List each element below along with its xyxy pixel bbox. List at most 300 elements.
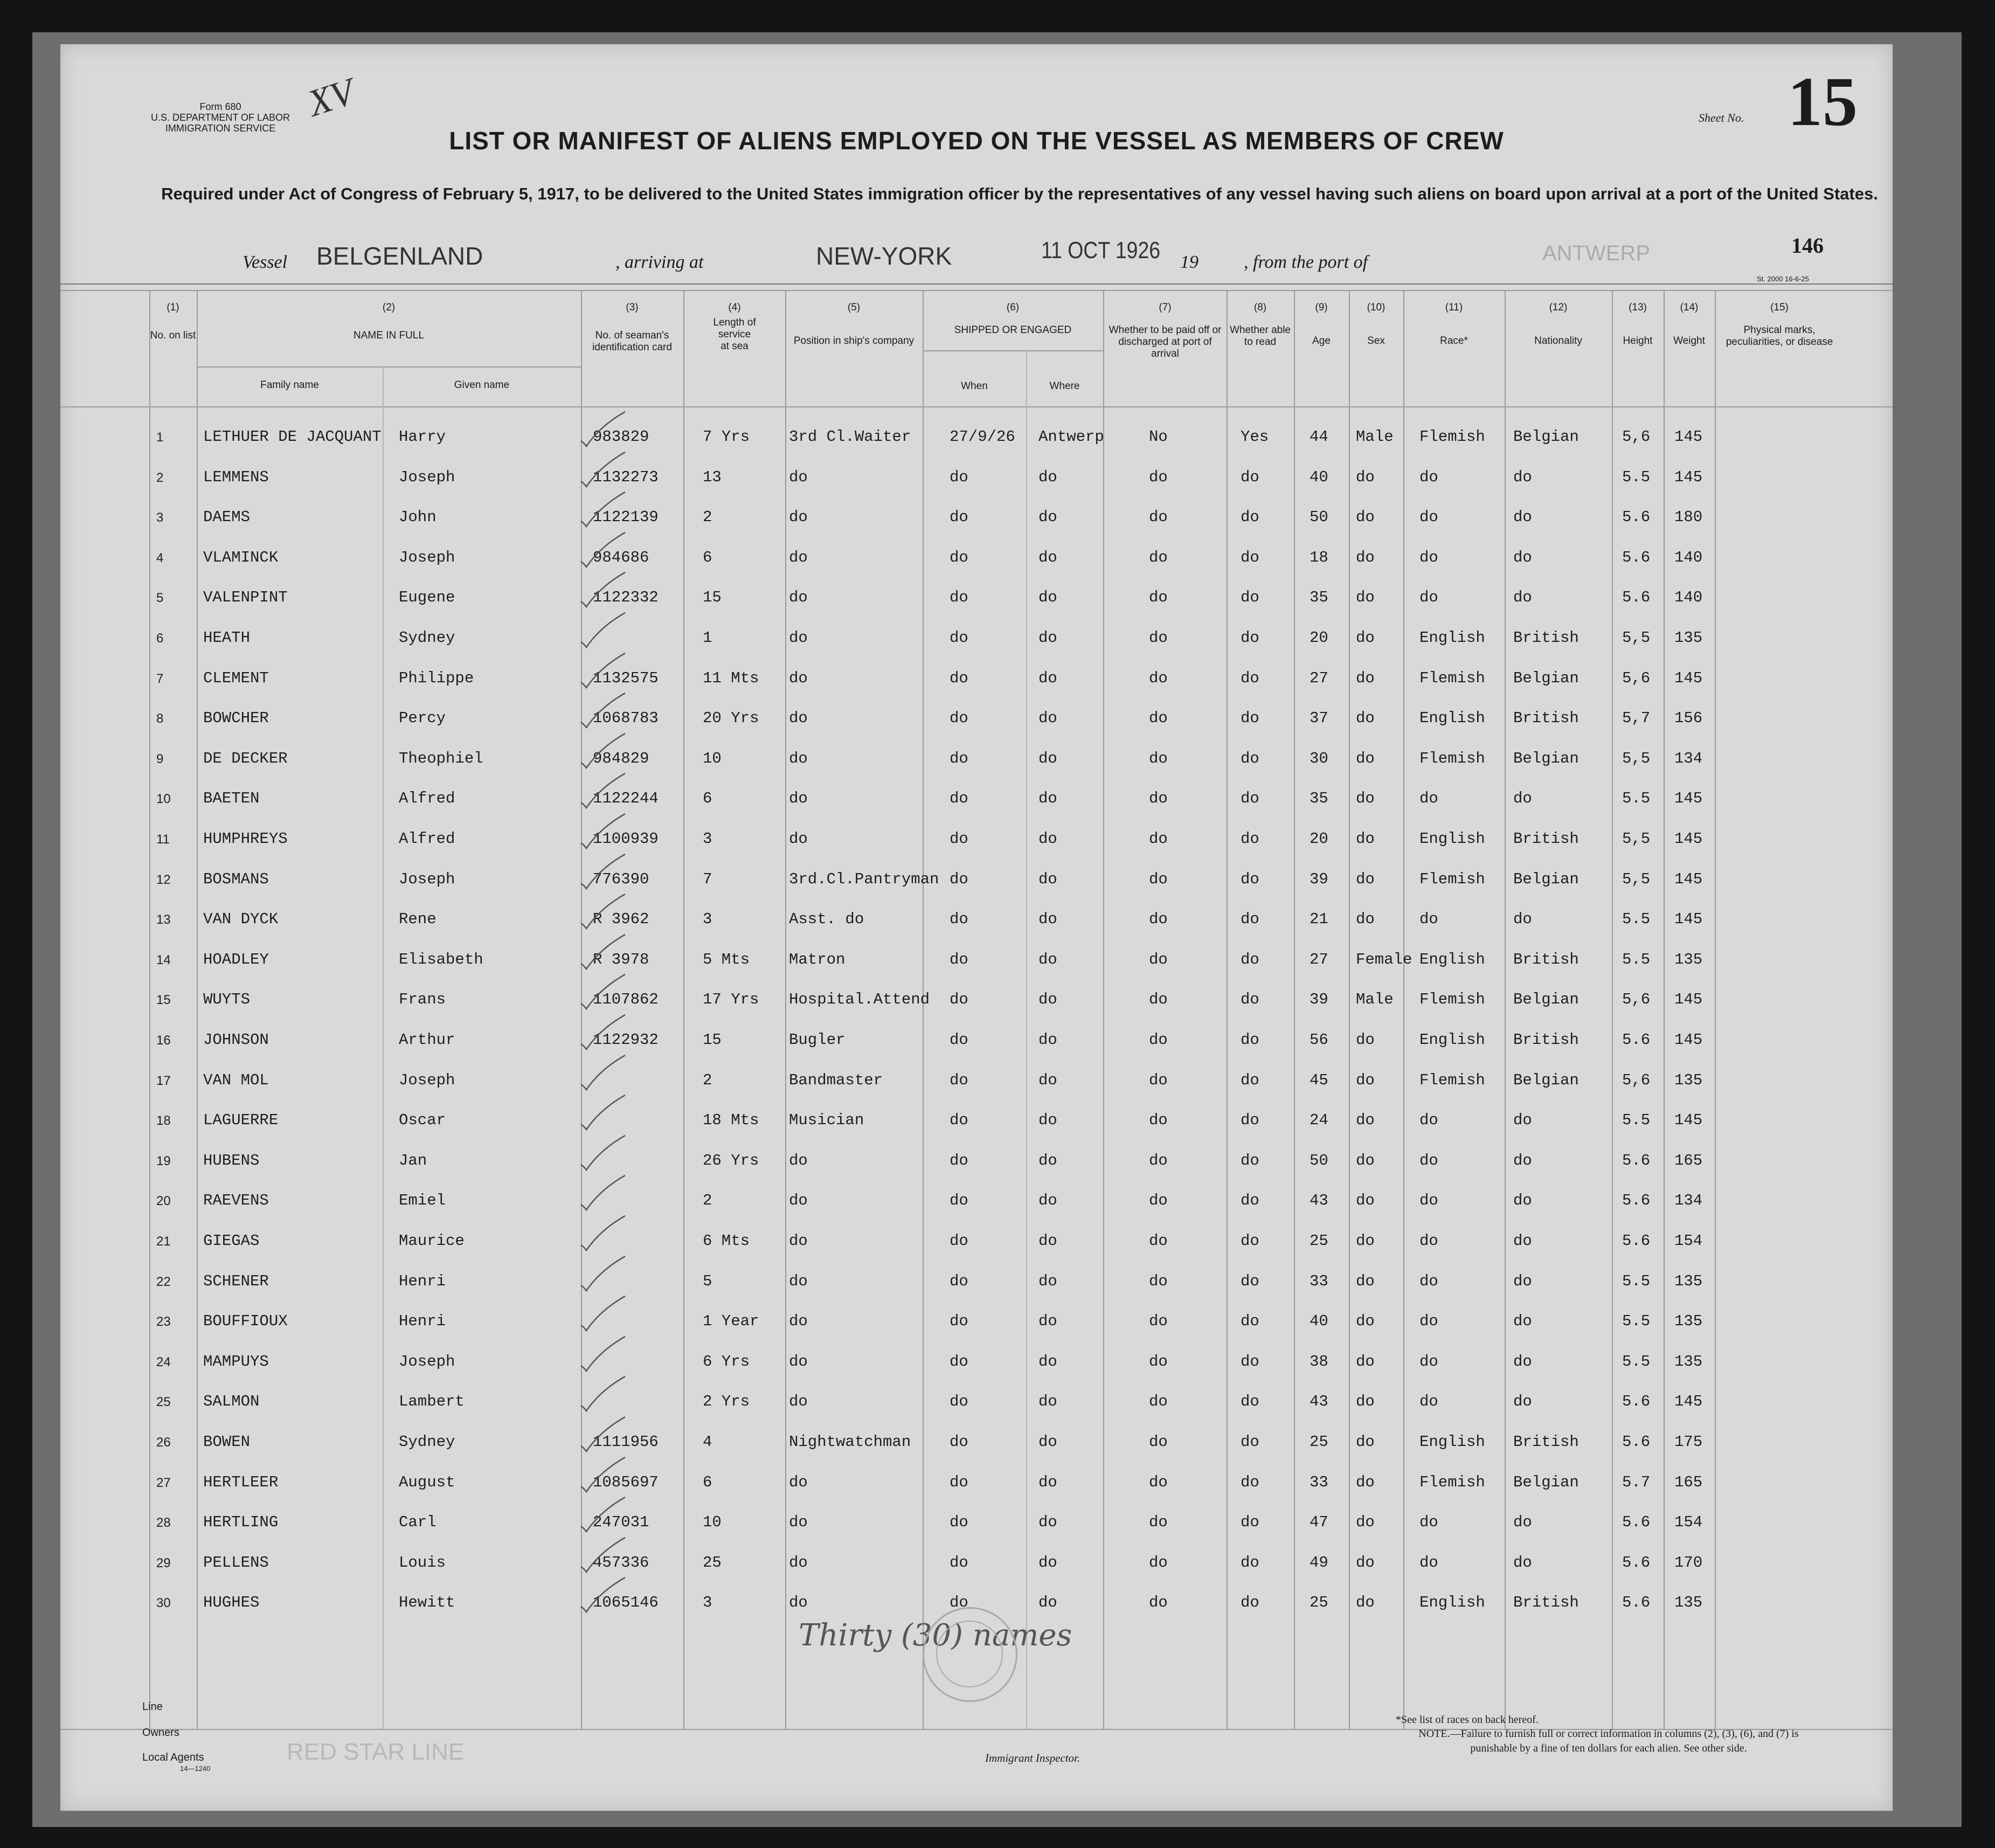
service-length: 2 (703, 1071, 712, 1089)
family-name: LEMMENS (203, 468, 269, 486)
shipped-where: do (1038, 1594, 1057, 1611)
sex: do (1356, 709, 1375, 727)
able-to-read: do (1241, 991, 1259, 1008)
given-name: Joseph (399, 1353, 455, 1371)
age: 33 (1310, 1272, 1328, 1290)
col13-label: Height (1623, 335, 1653, 347)
row-number: 16 (156, 1033, 171, 1048)
name-subheader-rule (197, 366, 581, 368)
shipped-when: do (950, 1554, 968, 1572)
table-row (60, 1152, 1893, 1192)
check-mark (579, 1053, 627, 1091)
paid-off: do (1149, 709, 1168, 727)
ship-position: do (789, 629, 808, 647)
shipped-where: do (1038, 1513, 1057, 1531)
weight: 170 (1674, 1554, 1703, 1572)
race: English (1419, 1433, 1485, 1451)
ship-position: do (789, 1232, 808, 1250)
given-name: Emiel (399, 1192, 446, 1209)
nationality: do (1513, 1513, 1532, 1531)
sex: do (1356, 750, 1375, 767)
shipped-when: do (950, 589, 968, 606)
shipped-when: do (950, 991, 968, 1008)
service-length: 6 (703, 1473, 712, 1491)
seaman-card-number: 1111956 (593, 1433, 659, 1451)
shipped-where: do (1038, 1031, 1057, 1049)
height: 5,5 (1622, 629, 1651, 647)
family-name: HUGHES (203, 1594, 260, 1611)
ship-position: do (789, 709, 808, 727)
given-name: Hewitt (399, 1594, 455, 1611)
table-row (60, 508, 1893, 548)
weight: 135 (1674, 1353, 1703, 1371)
weight: 145 (1674, 669, 1703, 687)
arrival-date-stamp: 11 OCT 1926 (1041, 237, 1161, 264)
check-mark (579, 530, 627, 568)
ship-position: do (789, 1554, 808, 1572)
check-mark (579, 1334, 627, 1372)
table-row (60, 910, 1893, 950)
sheet-number-label: Sheet No. (1699, 111, 1744, 124)
given-name: Lambert (399, 1393, 465, 1410)
sex: do (1356, 549, 1375, 566)
able-to-read: do (1241, 1473, 1259, 1491)
age: 49 (1310, 1554, 1328, 1572)
col15-label: Physical marks, peculiarities, or disease (1726, 324, 1833, 348)
row-number: 13 (156, 912, 171, 927)
sex: do (1356, 1554, 1375, 1572)
age: 40 (1310, 468, 1328, 486)
shipped-where: do (1038, 1071, 1057, 1089)
height: 5.6 (1622, 589, 1651, 606)
seaman-card-number: R 3962 (593, 910, 649, 928)
age: 40 (1310, 1312, 1328, 1330)
shipped-where: do (1038, 951, 1057, 968)
ship-position: do (789, 1272, 808, 1290)
race: do (1419, 549, 1438, 566)
sex: do (1356, 1433, 1375, 1451)
race: do (1419, 1353, 1438, 1371)
shipped-where: do (1038, 629, 1057, 647)
race: English (1419, 629, 1485, 647)
race: do (1419, 1152, 1438, 1169)
vessel-name: BELGENLAND (316, 242, 483, 270)
nationality: do (1513, 1272, 1532, 1290)
nationality: do (1513, 1152, 1532, 1169)
ship-position: do (789, 1473, 808, 1491)
height: 5.6 (1622, 1554, 1651, 1572)
height: 5,6 (1622, 991, 1651, 1008)
able-to-read: do (1241, 629, 1259, 647)
check-mark (579, 1535, 627, 1573)
ship-position: Asst. do (789, 910, 864, 928)
sex: do (1356, 669, 1375, 687)
table-row (60, 1232, 1893, 1272)
col1-label: No. on list (150, 330, 196, 341)
paid-off: do (1149, 1513, 1168, 1531)
col7-header (1106, 302, 1224, 360)
check-mark (579, 1133, 627, 1171)
row-number: 6 (156, 631, 164, 646)
check-mark (579, 1575, 627, 1613)
given-name: Alfred (399, 830, 455, 848)
given-name: Joseph (399, 468, 455, 486)
race: do (1419, 1111, 1438, 1129)
age: 25 (1310, 1433, 1328, 1451)
check-mark (579, 972, 627, 1010)
given-name: Oscar (399, 1111, 446, 1129)
table-row (60, 1393, 1893, 1432)
seaman-card-number: 1085697 (593, 1473, 659, 1491)
family-name: VLAMINCK (203, 549, 279, 566)
row-number: 2 (156, 470, 164, 485)
nationality: Belgian (1513, 669, 1579, 687)
family-name: CLEMENT (203, 669, 269, 687)
age: 24 (1310, 1111, 1328, 1129)
check-mark (579, 410, 627, 447)
roman-numeral-mark: XV (303, 71, 360, 125)
service-length: 1 Year (703, 1312, 759, 1330)
shipped-where: Antwerp (1038, 428, 1104, 446)
total-names-note: Thirty (30) names (799, 1618, 1072, 1653)
table-top-rule-2 (60, 290, 1893, 291)
ship-position: do (789, 1594, 808, 1611)
race: do (1419, 1192, 1438, 1209)
col2-label: NAME IN FULL (354, 330, 424, 341)
given-name: August (399, 1473, 455, 1491)
row-number: 19 (156, 1154, 171, 1168)
service-length: 3 (703, 830, 712, 848)
sex: do (1356, 1393, 1375, 1410)
nationality: British (1513, 1433, 1579, 1451)
race: Flemish (1419, 1473, 1485, 1491)
table-row (60, 589, 1893, 628)
shipped-where: do (1038, 1232, 1057, 1250)
col2-number: (2) (382, 302, 396, 313)
weight: 165 (1674, 1152, 1703, 1169)
col9-header (1294, 302, 1349, 347)
nationality: do (1513, 1554, 1532, 1572)
sex: do (1356, 1272, 1375, 1290)
shipped-when: do (950, 1312, 968, 1330)
inspector-seal-inner (936, 1621, 1003, 1687)
nationality: British (1513, 830, 1579, 848)
able-to-read: do (1241, 951, 1259, 968)
col5-header (788, 302, 920, 347)
ship-position: do (789, 508, 808, 526)
shipped-where: do (1038, 790, 1057, 807)
col5-label: Position in ship's company (793, 335, 915, 347)
ship-position: do (789, 589, 808, 606)
able-to-read: do (1241, 1513, 1259, 1531)
seaman-card-number: 1122332 (593, 589, 659, 606)
sex: do (1356, 1513, 1375, 1531)
department-name: U.S. DEPARTMENT OF LABOR (151, 112, 290, 123)
shipped-where: do (1038, 870, 1057, 888)
sex: do (1356, 1312, 1375, 1330)
header-bottom-rule (60, 406, 1893, 407)
row-number: 28 (156, 1515, 171, 1530)
family-name: HERTLEER (203, 1473, 279, 1491)
col6-number: (6) (1006, 302, 1020, 313)
age: 25 (1310, 1594, 1328, 1611)
race: do (1419, 1513, 1438, 1531)
ship-position: do (789, 669, 808, 687)
seaman-card-number: 984829 (593, 750, 649, 767)
departure-port: ANTWERP (1542, 241, 1650, 265)
shipped-when: do (950, 709, 968, 727)
race: English (1419, 1031, 1485, 1049)
row-number: 8 (156, 711, 164, 726)
height: 5.6 (1622, 1232, 1651, 1250)
family-name: JOHNSON (203, 1031, 269, 1049)
able-to-read: do (1241, 910, 1259, 928)
service-length: 15 (703, 589, 722, 606)
weight: 145 (1674, 468, 1703, 486)
col10-label: Sex (1367, 335, 1385, 347)
service-length: 17 Yrs (703, 991, 759, 1008)
col11-label: Race* (1440, 335, 1468, 347)
col10-header (1349, 302, 1403, 347)
service-length: 2 Yrs (703, 1393, 750, 1410)
paid-off: do (1149, 991, 1168, 1008)
family-name: BOSMANS (203, 870, 269, 888)
shipped-when: do (950, 750, 968, 767)
shipped-where: do (1038, 1393, 1057, 1410)
sex: do (1356, 589, 1375, 606)
nationality: Belgian (1513, 870, 1579, 888)
local-agents-label: Local Agents (142, 1752, 204, 1763)
paid-off: do (1149, 1232, 1168, 1250)
col12-header (1505, 302, 1612, 347)
seaman-card-number: R 3978 (593, 951, 649, 968)
service-length: 25 (703, 1554, 722, 1572)
family-name: VAN DYCK (203, 910, 279, 928)
able-to-read: do (1241, 1031, 1259, 1049)
shipped-where: do (1038, 1554, 1057, 1572)
service-name: IMMIGRATION SERVICE (165, 123, 276, 134)
seaman-card-number: 247031 (593, 1513, 649, 1531)
paid-off: do (1149, 669, 1168, 687)
check-mark (579, 1415, 627, 1452)
family-name: BOWEN (203, 1433, 251, 1451)
nationality: Belgian (1513, 1071, 1579, 1089)
sex: Male (1356, 428, 1394, 446)
shipped-when: do (950, 870, 968, 888)
family-name: HUMPHREYS (203, 830, 288, 848)
service-length: 13 (703, 468, 722, 486)
table-row (60, 1031, 1893, 1071)
height: 5.5 (1622, 790, 1651, 807)
ship-position: 3rd Cl.Waiter (789, 428, 911, 446)
given-name: Carl (399, 1513, 437, 1531)
weight: 135 (1674, 1594, 1703, 1611)
given-name: Arthur (399, 1031, 455, 1049)
nationality: do (1513, 1111, 1532, 1129)
weight: 145 (1674, 1111, 1703, 1129)
height: 5.5 (1622, 1353, 1651, 1371)
check-mark (579, 490, 627, 528)
table-row (60, 1433, 1893, 1473)
weight: 145 (1674, 790, 1703, 807)
check-mark (579, 1173, 627, 1211)
shipped-when: do (950, 1192, 968, 1209)
family-name: LAGUERRE (203, 1111, 279, 1129)
family-name: MAMPUYS (203, 1353, 269, 1371)
col1-header (149, 302, 197, 342)
shipped-when: do (950, 1272, 968, 1290)
age: 30 (1310, 750, 1328, 767)
service-length: 15 (703, 1031, 722, 1049)
able-to-read: do (1241, 1393, 1259, 1410)
shipped-when: do (950, 830, 968, 848)
check-mark (579, 570, 627, 608)
col3-label: No. of seaman's identification card (592, 330, 672, 353)
row-number: 20 (156, 1194, 171, 1208)
height: 5.6 (1622, 1594, 1651, 1611)
col15-header (1720, 302, 1839, 348)
ship-position: Musician (789, 1111, 864, 1129)
weight: 145 (1674, 991, 1703, 1008)
paid-off: do (1149, 1433, 1168, 1451)
family-name: BAETEN (203, 790, 260, 807)
service-length: 6 (703, 790, 712, 807)
ship-position: do (789, 1393, 808, 1410)
paid-off: do (1149, 870, 1168, 888)
nationality: Belgian (1513, 991, 1579, 1008)
sex: do (1356, 1473, 1375, 1491)
shipped-where: do (1038, 709, 1057, 727)
table-row (60, 709, 1893, 749)
height: 5.5 (1622, 910, 1651, 928)
able-to-read: do (1241, 1433, 1259, 1451)
age: 37 (1310, 709, 1328, 727)
col9-label: Age (1312, 335, 1331, 347)
age: 47 (1310, 1513, 1328, 1531)
ship-position: 3rd.Cl.Pantryman (789, 870, 939, 888)
seaman-card-number: 1100939 (593, 830, 659, 848)
nationality: do (1513, 468, 1532, 486)
height: 5.7 (1622, 1473, 1651, 1491)
row-number: 3 (156, 510, 164, 525)
race: English (1419, 1594, 1485, 1611)
shipped-where: do (1038, 1353, 1057, 1371)
service-length: 1 (703, 629, 712, 647)
seaman-card-number: 1107862 (593, 991, 659, 1008)
table-row (60, 991, 1893, 1030)
sex: do (1356, 830, 1375, 848)
check-mark (579, 1455, 627, 1493)
given-name: Sydney (399, 629, 455, 647)
arrival-port: NEW-YORK (816, 242, 952, 270)
col8-label: Whether able to read (1229, 324, 1291, 348)
weight: 145 (1674, 1031, 1703, 1049)
col12-label: Nationality (1534, 335, 1582, 347)
col14-label: Weight (1673, 335, 1705, 347)
given-name: Jan (399, 1152, 427, 1169)
shipped-when: do (950, 1433, 968, 1451)
able-to-read: do (1241, 589, 1259, 606)
race: Flemish (1419, 991, 1485, 1008)
age: 33 (1310, 1473, 1328, 1491)
service-length: 7 (703, 870, 712, 888)
seaman-card-number: 984686 (593, 549, 649, 566)
able-to-read: do (1241, 549, 1259, 566)
col9-number: (9) (1315, 302, 1328, 313)
row-number: 24 (156, 1355, 171, 1369)
weight: 145 (1674, 870, 1703, 888)
row-number: 18 (156, 1113, 171, 1128)
sex: do (1356, 468, 1375, 486)
height: 5,5 (1622, 830, 1651, 848)
shipped-where: do (1038, 910, 1057, 928)
check-mark (579, 1013, 627, 1050)
col4-header (689, 302, 780, 352)
year-prefix: 19 (1180, 252, 1199, 272)
paid-off: do (1149, 750, 1168, 767)
race: do (1419, 1312, 1438, 1330)
service-length: 6 (703, 549, 712, 566)
nationality: do (1513, 1312, 1532, 1330)
row-number: 21 (156, 1234, 171, 1249)
ship-position: do (789, 1353, 808, 1371)
col14-header (1664, 302, 1715, 347)
family-name: HUBENS (203, 1152, 260, 1169)
paid-off: do (1149, 1473, 1168, 1491)
service-length: 11 Mts (703, 669, 759, 687)
paid-off: do (1149, 1554, 1168, 1572)
shipped-where: do (1038, 991, 1057, 1008)
shipped-where: do (1038, 1272, 1057, 1290)
able-to-read: do (1241, 1152, 1259, 1169)
family-name: SALMON (203, 1393, 260, 1410)
paid-off: do (1149, 468, 1168, 486)
height: 5.5 (1622, 1312, 1651, 1330)
weight: 154 (1674, 1232, 1703, 1250)
table-row (60, 951, 1893, 991)
col8-header (1229, 302, 1291, 348)
row-number: 15 (156, 993, 171, 1007)
shipped-when: do (950, 1393, 968, 1410)
family-name: WUYTS (203, 991, 251, 1008)
given-name: Joseph (399, 870, 455, 888)
nationality: do (1513, 1192, 1532, 1209)
paid-off: do (1149, 589, 1168, 606)
row-number: 22 (156, 1275, 171, 1289)
race: do (1419, 790, 1438, 807)
nationality: do (1513, 790, 1532, 807)
height: 5,5 (1622, 870, 1651, 888)
check-mark (579, 651, 627, 689)
nationality: Belgian (1513, 428, 1579, 446)
service-length: 7 Yrs (703, 428, 750, 446)
col4-number: (4) (728, 302, 741, 313)
row-number: 25 (156, 1395, 171, 1409)
table-row (60, 1272, 1893, 1312)
sex: do (1356, 1071, 1375, 1089)
family-name-header: Family name (260, 379, 319, 391)
age: 27 (1310, 951, 1328, 968)
col4-label: Length of service at sea (713, 317, 756, 352)
paid-off: do (1149, 629, 1168, 647)
manifest-subtitle: Required under Act of Congress of February 5, 1917, to be delivered to the United States immigration officer by the representatives of any vessel having such aliens on board upon arrival at a port of the United States. (161, 184, 1878, 203)
able-to-read: do (1241, 1111, 1259, 1129)
height: 5.5 (1622, 1272, 1651, 1290)
shipped-when: do (950, 1353, 968, 1371)
sex: do (1356, 1353, 1375, 1371)
able-to-read: Yes (1241, 428, 1269, 446)
row-number: 12 (156, 873, 171, 887)
